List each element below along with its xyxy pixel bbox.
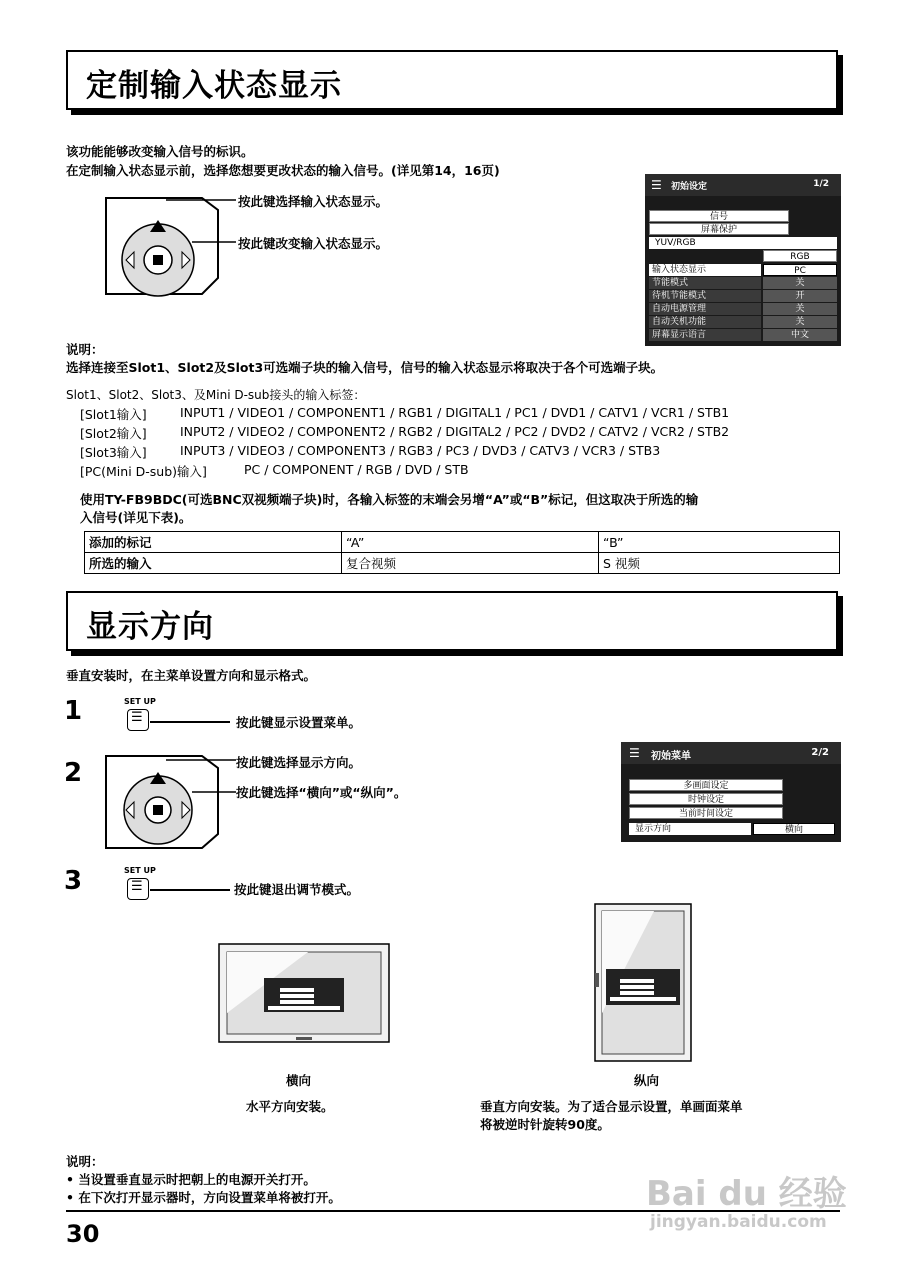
osd-item-rgb-value: RGB [763,250,837,262]
table-cell: S 视频 [599,553,840,574]
landscape-caption: 横向 [286,1073,312,1088]
section2-note-title: 说明： [66,1154,104,1169]
osd-item-yuvrgb[interactable]: YUV/RGB [649,237,837,249]
portrait-display-illustration [594,903,694,1063]
portrait-desc-2: 将被逆时针旋转90度。 [480,1117,610,1132]
menu-icon: ☰ [651,178,662,192]
osd-row-label[interactable]: 输入状态显示 [649,264,761,276]
osd-row-label[interactable]: 待机节能模式 [649,290,761,302]
step2-text-b: 按此键选择“横向”或“纵向”。 [236,785,407,800]
osd-row-value: 中文 [763,329,837,341]
table-cell: “A” [342,532,599,553]
menu-icon: ☰ [629,746,640,760]
landscape-display-illustration [218,943,390,1045]
slots-intro: Slot1、Slot2、Slot3、及Mini D-sub接头的输入标签： [66,388,366,402]
section2-note-1: • 当设置垂直显示时把朝上的电源开关打开。 [66,1172,316,1187]
osd-header [645,174,841,196]
osd-row-value: 开 [763,290,837,302]
step-number-1: 1 [64,696,83,726]
osd-item-clock[interactable]: 时钟设定 [629,793,783,805]
slot1-value: INPUT1 / VIDEO1 / COMPONENT1 / RGB1 / DIGITAL1 / PC1 / DVD1 / CATV1 / VCR1 / STB1 [180,405,730,420]
fb-note-line1: 使用TY-FB9BDC(可选BNC双视频端子块)时，各输入标签的末端会另增“A”或“B”标记，但这取决于所选的输 [80,492,699,507]
section1-intro-2: 在定制输入状态显示前，选择您想要更改状态的输入信号。(详见第14，16页) [66,163,500,178]
portrait-desc-1: 垂直方向安装。为了适合显示设置，单画面菜单 [480,1099,743,1114]
section1-note-text: 选择连接至Slot1、Slot2及Slot3可选端子块的输入信号，信号的输入状态显示将取决于各个可选端子块。 [66,360,664,375]
remote-keypad-diagram-1 [96,190,236,300]
osd-item-screensaver[interactable]: 屏幕保护 [649,223,789,235]
slot2-label: [Slot2输入] [80,426,147,441]
slot1-label: [Slot1输入] [80,407,147,422]
osd-page: 1/2 [813,179,829,189]
pc-slot-value: PC / COMPONENT / RGB / DVD / STB [244,462,469,477]
callout-change-status: 按此键改变输入状态显示。 [238,236,389,251]
osd-row-value: 关 [763,303,837,315]
section1-note-title: 说明： [66,342,104,357]
remote-keypad-diagram-2 [96,752,236,852]
osd-title: 初始设定 [671,182,708,192]
osd-item-time[interactable]: 当前时间设定 [629,807,783,819]
section1-intro-1: 该功能能够改变输入信号的标识。 [66,144,254,159]
osd-row-value: 关 [763,277,837,289]
osd-title: 初始菜单 [651,751,691,762]
callout-line [150,889,230,891]
table-row [85,553,840,574]
setup-label: SET UP [124,697,156,706]
callout-line [150,721,230,723]
slot3-label: [Slot3输入] [80,445,147,460]
pc-slot-label: [PC(Mini D-sub)输入] [80,464,207,479]
setup-button-icon[interactable] [127,878,149,900]
baidu-watermark: Bai du 经验 [646,1174,847,1214]
portrait-caption: 纵向 [634,1073,660,1088]
fb-note-line2: 入信号(详见下表)。 [80,510,192,525]
menu-icon: ☰ [131,879,143,894]
step-number-3: 3 [64,866,83,896]
table-cell: 复合视频 [342,553,599,574]
section2-note-2: • 在下次打开显示器时，方向设置菜单将被打开。 [66,1190,341,1205]
section2-intro: 垂直安装时，在主菜单设置方向和显示格式。 [66,668,317,683]
tag-table [84,531,840,574]
callout-select-status: 按此键选择输入状态显示。 [238,194,389,209]
osd-row-value: 关 [763,316,837,328]
table-cell: 所选的输入 [85,553,342,574]
section1-title: 定制输入状态显示 [86,68,342,104]
osd-row-label[interactable]: 自动关机功能 [649,316,761,328]
osd-row-label[interactable]: 屏幕显示语言 [649,329,761,341]
setup-label: SET UP [124,866,156,875]
osd-page: 2/2 [811,747,829,758]
table-row [85,532,840,553]
menu-icon: ☰ [131,710,143,725]
baidu-watermark-url: jingyan.baidu.com [650,1212,827,1232]
table-cell: “B” [599,532,840,553]
osd-item-signal[interactable]: 信号 [649,210,789,222]
step3-text: 按此键退出调节模式。 [234,882,360,897]
landscape-desc: 水平方向安装。 [246,1099,334,1114]
osd-row-label[interactable]: 自动电源管理 [649,303,761,315]
section2-title: 显示方向 [86,609,214,645]
osd-row-label[interactable]: 显示方向 [629,823,751,835]
osd-row-label[interactable]: 节能模式 [649,277,761,289]
osd-initial-settings [645,174,841,346]
step2-text-a: 按此键选择显示方向。 [236,755,362,770]
setup-button-icon[interactable] [127,709,149,731]
step-number-2: 2 [64,758,83,788]
slot3-value: INPUT3 / VIDEO3 / COMPONENT3 / RGB3 / PC3 / DVD3 / CATV3 / VCR3 / STB3 [180,443,661,458]
osd-row-value[interactable]: 横向 [753,823,835,835]
step1-text: 按此键显示设置菜单。 [236,715,362,730]
osd-header [621,742,841,764]
table-cell: 添加的标记 [85,532,342,553]
osd-initial-menu [621,742,841,842]
slot2-value: INPUT2 / VIDEO2 / COMPONENT2 / RGB2 / DIGITAL2 / PC2 / DVD2 / CATV2 / VCR2 / STB2 [180,424,730,439]
page-number: 30 [66,1220,100,1248]
osd-row-value[interactable]: PC [763,264,837,276]
osd-item-multi[interactable]: 多画面设定 [629,779,783,791]
